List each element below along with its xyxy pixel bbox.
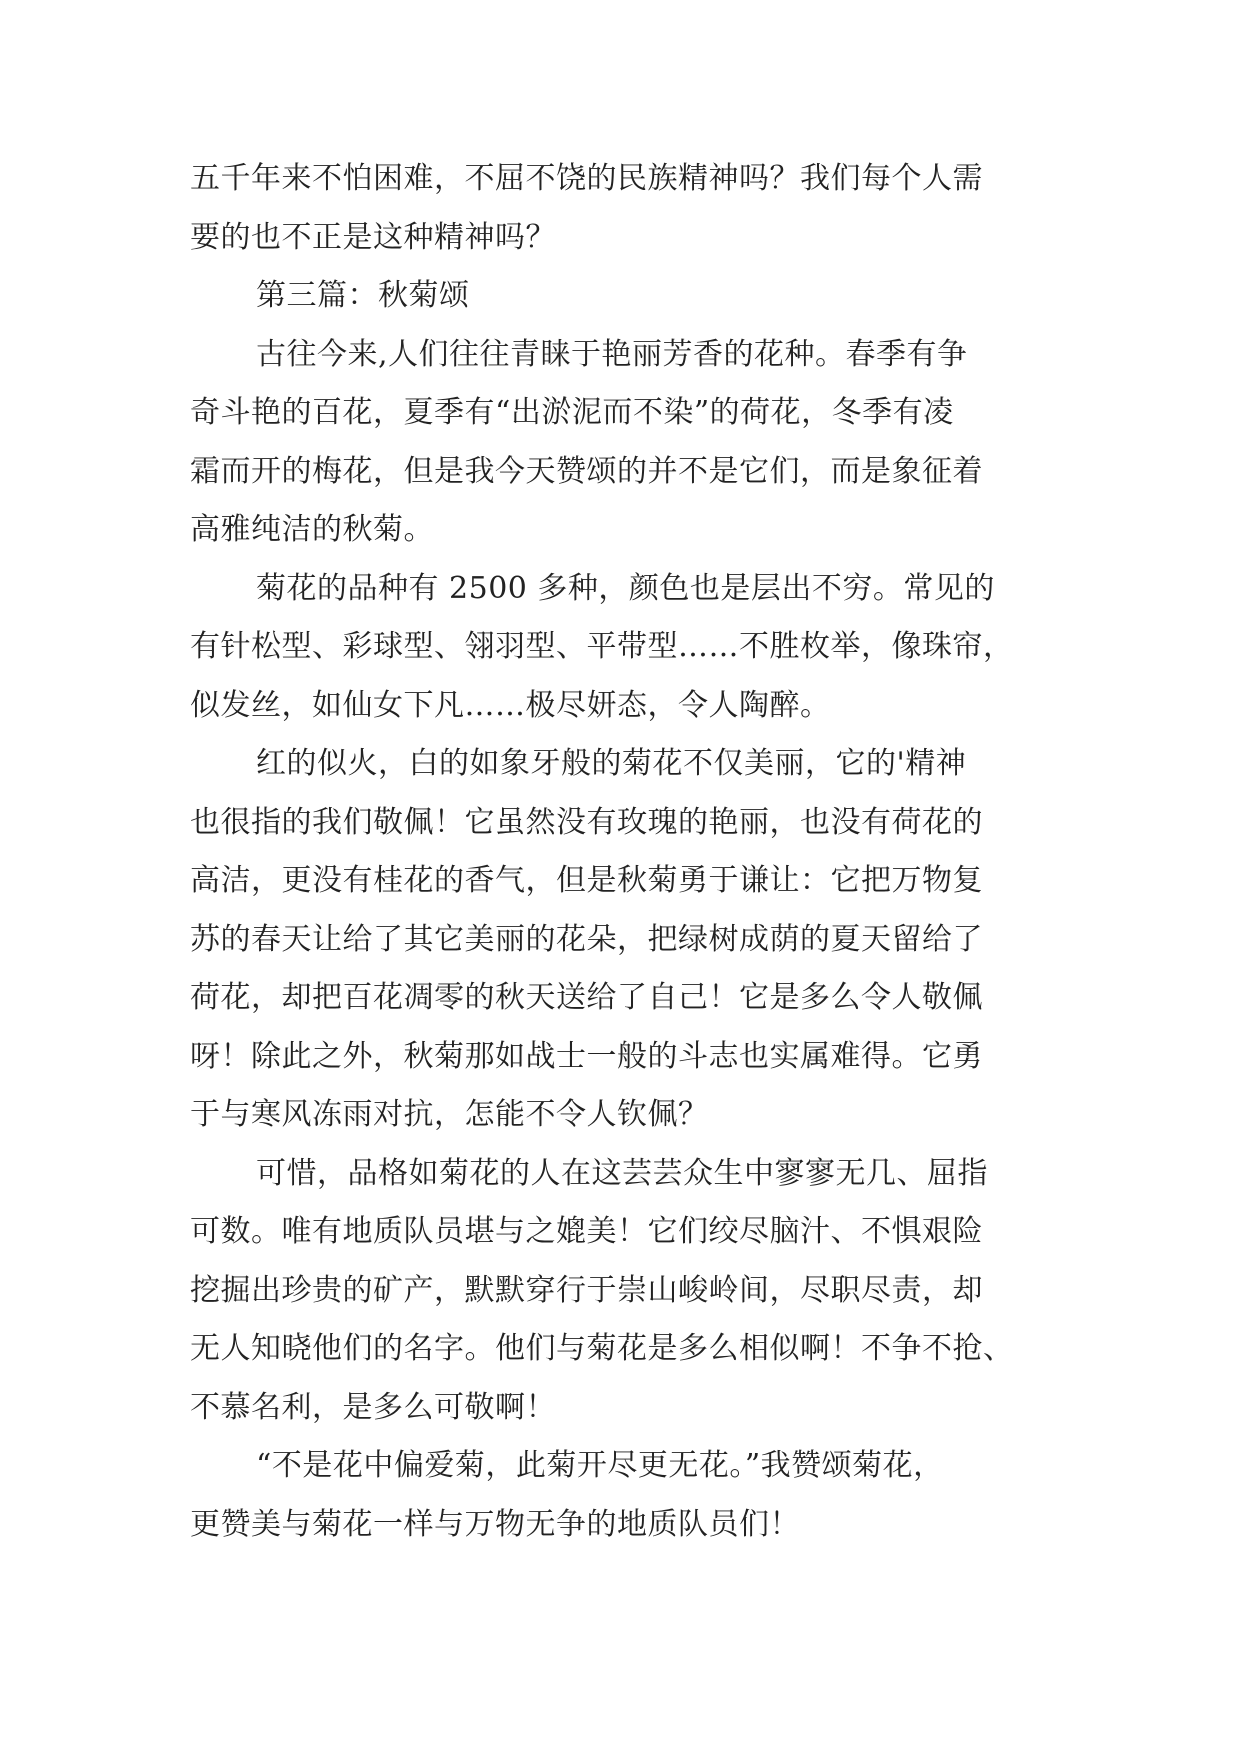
text-line: 无人知晓他们的名字。他们与菊花是多么相似啊！不争不抢、 — [190, 1331, 1014, 1366]
text-line: 似发丝，如仙女下凡……极尽妍态，令人陶醉。 — [190, 687, 831, 723]
text-line: 奇斗艳的百花，夏季有“出淤泥而不染”的荷花，冬季有凌 — [190, 395, 954, 430]
text-line: 高雅纯洁的秋菊。 — [190, 512, 434, 547]
text-line: 苏的春天让给了其它美丽的花朵，把绿树成荫的夏天留给了 — [190, 921, 983, 957]
text-line: “不是花中偏爱菊，此菊开尽更无花。”我赞颂菊花， — [256, 1448, 944, 1483]
text-line: 古往今来,人们往往青睐于艳丽芳香的花种。春季有争 — [256, 336, 968, 372]
text-line: 有针松型、彩球型、翎羽型、平带型……不胜枚举，像珠帘， — [190, 629, 1014, 664]
text-line: 菊花的品种有 2500 多种，颜色也是层出不穷。常见的 — [256, 570, 995, 606]
text-line: 也很指的我们敬佩！它虽然没有玫瑰的艳丽，也没有荷花的 — [190, 804, 983, 840]
text-line: 红的似火，白的如象牙般的菊花不仅美丽，它的'精神 — [256, 746, 967, 781]
document-page — [190, 150, 1070, 1554]
text-line: 更赞美与菊花一样与万物无争的地质队员们！ — [190, 1506, 800, 1542]
text-line: 不慕名利，是多么可敬啊！ — [190, 1389, 556, 1425]
text-line: 霜而开的梅花，但是我今天赞颂的并不是它们，而是象征着 — [190, 453, 983, 489]
text-line: 要的也不正是这种精神吗？ — [190, 219, 556, 255]
text-line: 五千年来不怕困难，不屈不饶的民族精神吗？我们每个人需 — [190, 161, 983, 196]
section-heading: 第三篇：秋菊颂 — [256, 278, 470, 313]
text-line: 挖掘出珍贵的矿产，默默穿行于崇山峻岭间，尽职尽责，却 — [190, 1272, 983, 1308]
text-line: 高洁，更没有桂花的香气，但是秋菊勇于谦让：它把万物复 — [190, 863, 983, 898]
text-line: 于与寒风冻雨对抗，怎能不令人钦佩？ — [190, 1097, 709, 1132]
text-line: 可数。唯有地质队员堪与之媲美！它们绞尽脑汁、不惧艰险 — [190, 1214, 983, 1249]
text-line: 可惜，品格如菊花的人在这芸芸众生中寥寥无几、屈指 — [256, 1155, 988, 1191]
text-line: 荷花，却把百花凋零的秋天送给了自己！它是多么令人敬佩 — [190, 980, 983, 1015]
text-line: 呀！除此之外，秋菊那如战士一般的斗志也实属难得。它勇 — [190, 1038, 983, 1074]
